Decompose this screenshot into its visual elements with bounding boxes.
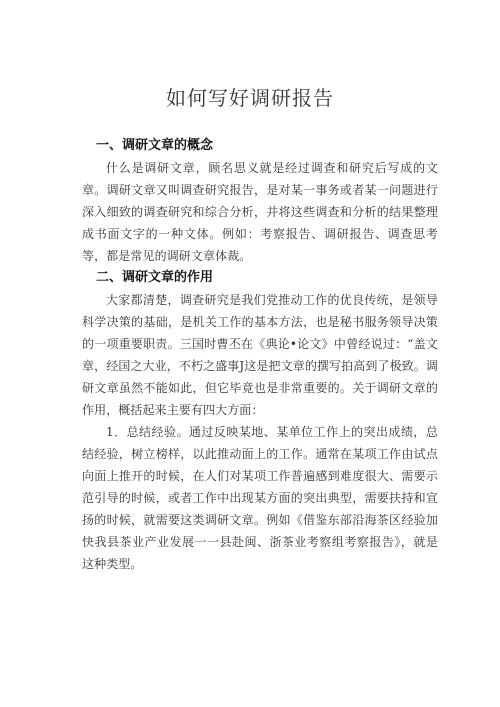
section-heading-function: 二、调研文章的作用	[96, 270, 214, 285]
section-heading-concept: 一、调研文章的概念	[96, 138, 214, 153]
paragraph-summarize-experience: 1．总结经验。通过反映某地、某单位工作上的突出成绩，总结经验，树立榜样，以此推动面上的工作。通常在某项工作由试点向面上推开的时候，在人们对某项工作普遍感到难度很大、需要示范引导的时候，或者工作中出现某方面的突出典型，需要扶持和宣扬的时候，就需要这类调研文章。例如《借鉴东部沿海茶区经验加快我县茶业产业发展一一县赴闽、浙茶业考察组考察报告》，就是这种类型。	[82, 425, 438, 571]
paragraph-function-intro: 大家都清楚，调查研究是我们党推动工作的优良传统，是领导科学决策的基础，是机关工作的基本方法，也是秘书服务领导决策的一项重要职责。三国时曹丕在《典论•论文》中曾经说过：“盖文章，经国之大业，不朽之盛事J这是把文章的撰写拍高到了极致。调研文章虽然不能如此，但它毕竟也是非常重要的。关于调研文章的作用，概括起来主要有四大方面：	[82, 293, 438, 417]
document-body	[82, 135, 438, 575]
document-title: 如何写好调研报告	[166, 86, 334, 110]
paragraph-concept-definition: 什么是调研文章，顾名思义就是经过调查和研究后写成的文章。调研文章又叫调查研究报告，是对某一事务或者某一问题进行深入细致的调查研究和综合分析，并将这些调查和分析的结果整理成书面文字的一种文体。例如：考察报告、调研报告、调查思考等，都是常见的调研文章体裁。	[82, 161, 438, 263]
